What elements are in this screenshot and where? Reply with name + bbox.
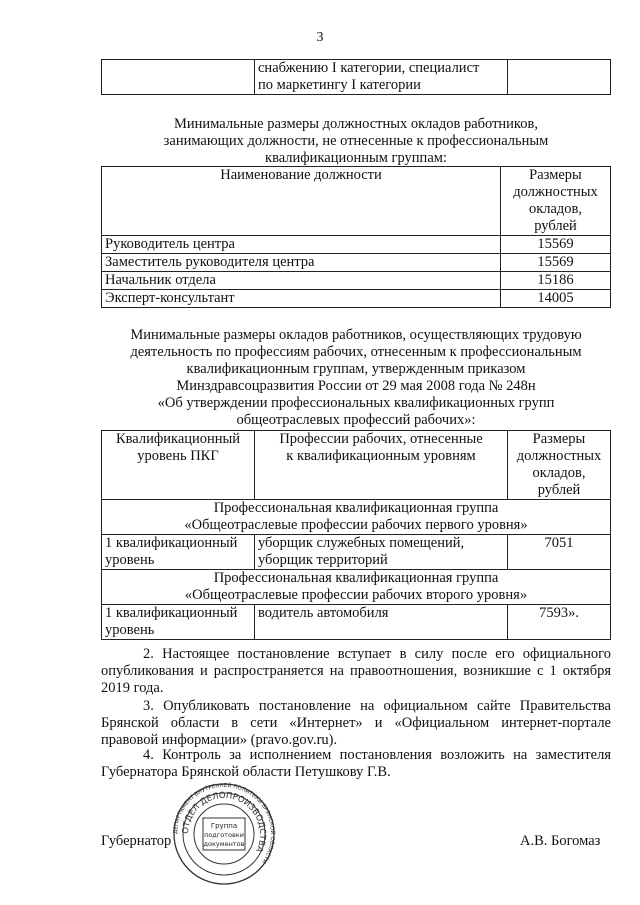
position-name: Эксперт-консультант: [102, 290, 501, 308]
header-size: Размеры должностных окладов, рублей: [501, 167, 611, 236]
level-cell: 1 квалификационный уровень: [102, 535, 255, 570]
salary-value: 14005: [501, 290, 611, 308]
office-stamp: [172, 782, 276, 886]
stamp-inner-line: Группа: [210, 822, 238, 830]
table-row: [102, 290, 611, 308]
position-name: Заместитель руководителя центра: [102, 254, 501, 272]
cell-text: снабжению I категории, специалист: [258, 60, 480, 76]
header-size: Размеры должностных окладов, рублей: [508, 431, 611, 500]
paragraph-2: 2. Настоящее постановление вступает в силу после его официального опубликования и распространяется на правоотношения, возникшие с 1 октября 2019 года.: [101, 646, 611, 696]
paragraph-4: 4. Контроль за исполнением постановления возложить на заместителя Губернатора Брянской области Петушкову Г.В.: [101, 747, 611, 780]
position-name: Начальник отдела: [102, 272, 501, 290]
stamp-inner-line: подготовки: [204, 831, 244, 839]
workers-salary-table: [101, 430, 611, 640]
salary-value: 15569: [501, 236, 611, 254]
table-header-row: [102, 167, 611, 236]
cell-text: по маркетингу I категории: [258, 77, 421, 93]
salary-value: 15186: [501, 272, 611, 290]
table-row: [102, 605, 611, 640]
header-name: Наименование должности: [102, 167, 501, 236]
section1-heading: Минимальные размеры должностных окладов работников, занимающих должности, не отнесенные к профессиональным квалификационным группам:: [163, 116, 549, 166]
table-header-row: [102, 431, 611, 500]
salary-value: 7593».: [508, 605, 611, 640]
table-row: [102, 236, 611, 254]
value-cell: [508, 60, 611, 95]
top-continuation-table: [101, 59, 611, 95]
header-level: Квалификационный уровень ПКГ: [102, 431, 255, 500]
header-professions: Профессии рабочих, отнесенные к квалификационным уровням: [255, 431, 508, 500]
salary-value: 7051: [508, 535, 611, 570]
salary-value: 15569: [501, 254, 611, 272]
table-row: [102, 60, 611, 95]
table-row: [102, 254, 611, 272]
paragraph-3: 3. Опубликовать постановление на официальном сайте Правительства Брянской области в сети «Интернет» и «Официальном интернет-портале правовой информации» (pravo.gov.ru).: [101, 698, 611, 748]
table-row: [102, 535, 611, 570]
group-title: Профессиональная квалификационная группа «Общеотраслевые профессии рабочих второго уровня»: [102, 570, 611, 605]
stamp-outer-text: ДЕПАРТАМЕНТ ВНУТРЕННЕЙ ПОЛИТИКИ БРЯНСКОЙ ОБЛАСТИ: [172, 782, 276, 865]
signature-name: А.В. Богомаз: [520, 833, 601, 849]
stamp-inner-line: документов: [203, 840, 245, 848]
page-number: 3: [316, 30, 324, 45]
table-row: [102, 272, 611, 290]
positions-salary-table: [101, 166, 611, 308]
signature-title: Губернатор: [101, 833, 172, 849]
position-name: Руководитель центра: [102, 236, 501, 254]
section2-heading: Минимальные размеры окладов работников, осуществляющих трудовую деятельность по профессиям рабочих, отнесенным к профессиональным квалификационным группам, утвержденным приказом Минздравсоцразвития России от 29 мая 2008 года № 248н «Об утверждении профессиональных квалификационных групп общеотраслевых профессий рабочих»:: [130, 327, 582, 428]
group-title-row: [102, 570, 611, 605]
stamp-ring-text: ОТДЕЛ ДЕЛОПРОИЗВОДСТВА: [180, 790, 268, 854]
group-title: Профессиональная квалификационная группа «Общеотраслевые профессии рабочих первого уровня»: [102, 500, 611, 535]
group-title-row: [102, 500, 611, 535]
profession-cell: водитель автомобиля: [255, 605, 508, 640]
profession-cell: уборщик служебных помещений, уборщик территорий: [255, 535, 508, 570]
level-cell: 1 квалификационный уровень: [102, 605, 255, 640]
